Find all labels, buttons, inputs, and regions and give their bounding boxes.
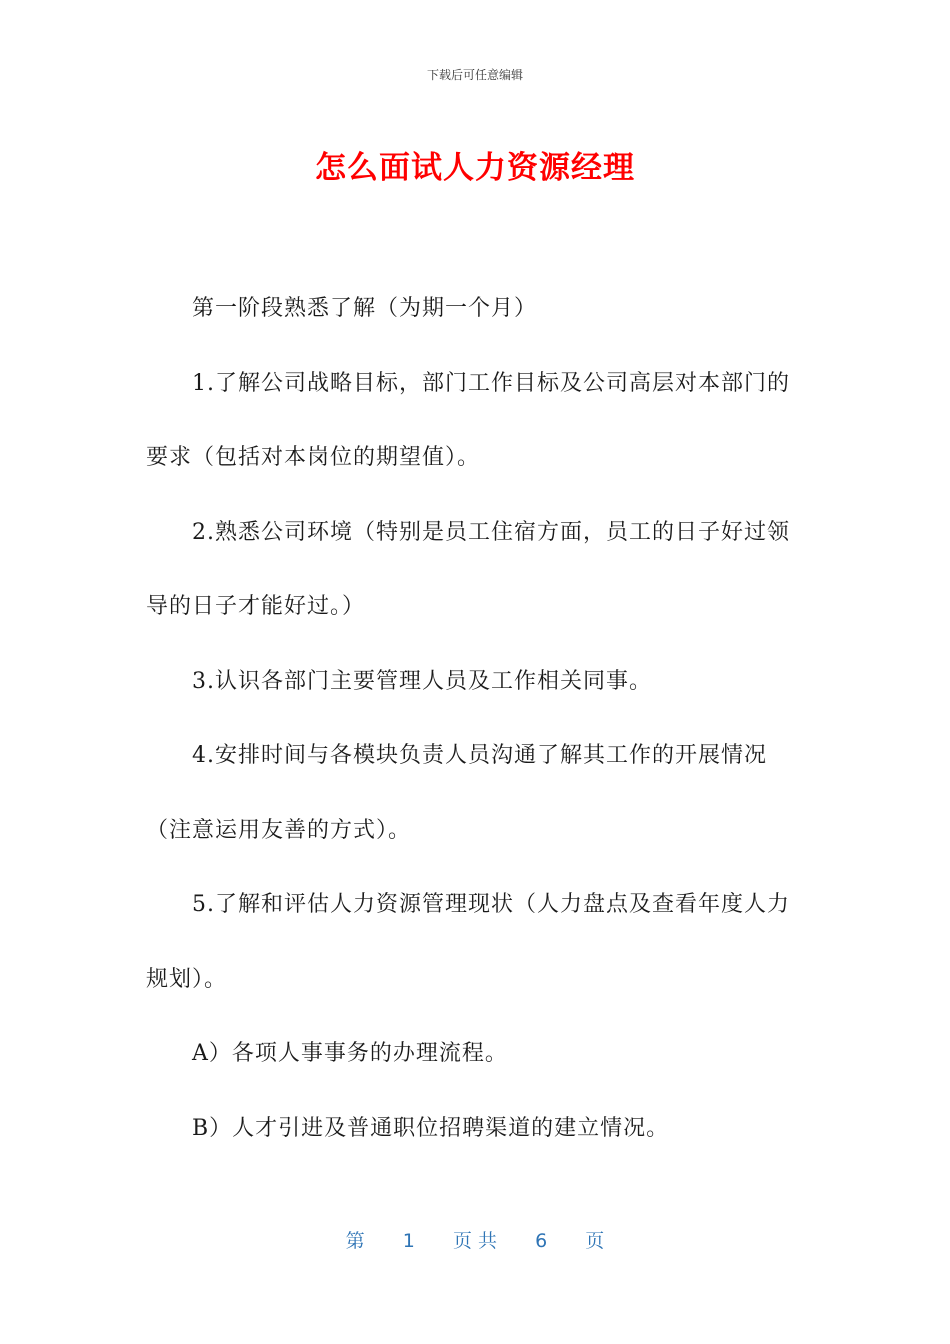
- document-title: 怎么面试人力资源经理: [315, 150, 635, 186]
- footer-page-total: 6: [535, 1230, 548, 1252]
- paragraph-item-3: 3.认识各部门主要管理人员及工作相关同事。: [192, 668, 652, 694]
- footer-page-suffix: 页: [585, 1230, 605, 1252]
- paragraph-section-heading: 第一阶段熟悉了解（为期一个月）: [192, 296, 538, 321]
- paragraph-item-2: 2.熟悉公司环境（特别是员工住宿方面，员工的日子好过领导的日子才能好过。）: [146, 519, 790, 619]
- document-body: [146, 272, 806, 1166]
- footer-page-middle: 页 共: [452, 1230, 498, 1252]
- paragraph-item-5: 5.了解和评估人力资源管理现状（人力盘点及查看年度人力规划）。: [146, 892, 790, 992]
- page-footer: [0, 1226, 950, 1253]
- footer-page-prefix: 第: [345, 1230, 365, 1252]
- header-note: 下载后可任意编辑: [426, 68, 523, 82]
- paragraph-item-b: B）人才引进及普通职位招聘渠道的建立情况。: [192, 1115, 670, 1141]
- paragraph-item-a: A）各项人事事务的办理流程。: [192, 1041, 508, 1066]
- paragraph-item-4: 4.安排时间与各模块负责人员沟通了解其工作的开展情况（注意运用友善的方式）。: [146, 743, 767, 843]
- footer-page-current: 1: [402, 1230, 415, 1252]
- paragraph-item-1: 1.了解公司战略目标，部门工作目标及公司高层对本部门的要求（包括对本岗位的期望值）。: [146, 370, 790, 470]
